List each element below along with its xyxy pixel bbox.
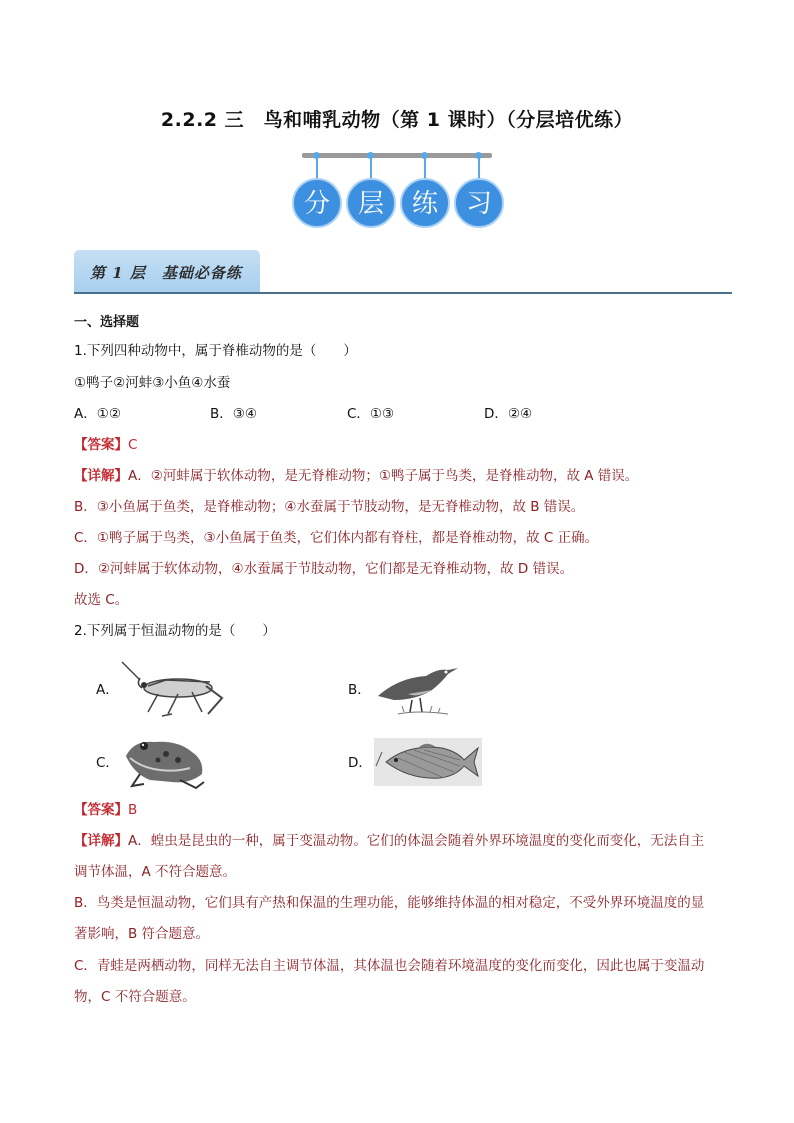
badge-char: 层 [346,178,396,228]
badge-stem [370,158,372,180]
badge-stem [424,158,426,180]
badge-stem [316,158,318,180]
q1-option-a: A．①② [74,406,121,422]
q1-option-d: D．②④ [484,406,533,422]
badge-char: 分 [292,178,342,228]
q2-detail-line: 物，C 不符合题意。 [74,989,196,1005]
q1-detail-line: C．①鸭子属于鸟类，③小鱼属于鱼类，它们体内都有脊柱，都是脊椎动物，故 C 正确。 [74,530,599,546]
detail-label: 【详解】 [74,833,128,849]
grasshopper-image [118,658,226,720]
badge-stem [478,158,480,180]
frog-image [120,734,208,790]
page-title: 2.2.2 三 鸟和哺乳动物（第 1 课时）（分层培优练） [160,109,634,131]
detail-label: 【详解】 [74,468,128,484]
section-divider [74,292,732,294]
q2-detail-line: B．鸟类是恒温动物，它们具有产热和保温的生理功能，能够维持体温的相对稳定，不受外界环境温度的显 [74,895,705,911]
q2-detail-line: 著影响，B 符合题意。 [74,926,210,942]
section-heading: 一、选择题 [74,315,140,330]
q1-detail-line [74,467,638,485]
q2-option-b-label: B． [348,682,371,698]
q2-option-a-label: A． [96,682,119,698]
tier-label: 第 1 层 基础必备练 [90,264,242,282]
q1-answer [74,436,137,454]
badge-bar [302,153,492,158]
q1-detail-line: B．③小鱼属于鱼类，是脊椎动物；④水蚕属于节肢动物，是无脊椎动物，故 B 错误。 [74,499,585,515]
q1-option-c: C．①③ [347,406,395,422]
badge-char: 练 [400,178,450,228]
answer-value: B [128,802,138,818]
answer-label: 【答案】 [74,802,128,818]
q1-conclusion: 故选 C。 [74,592,129,608]
q2-detail-line [74,832,704,850]
badge-char: 习 [454,178,504,228]
q2-stem: 2.下列属于恒温动物的是（ ） [74,623,276,639]
q2-option-d-label: D． [348,755,372,771]
answer-value: C [128,437,138,453]
answer-label: 【答案】 [74,437,128,453]
q1-detail-line: D．②河蚌属于软体动物，④水蚕属于节肢动物，它们都是无脊椎动物，故 D 错误。 [74,561,574,577]
q1-items: ①鸭子②河蚌③小鱼④水蚕 [74,375,231,391]
q2-detail-line: 调节体温，A 不符合题意。 [74,864,237,880]
detail-text: A．②河蚌属于软体动物，是无脊椎动物；①鸭子属于鸟类，是脊椎动物，故 A 错误。 [128,468,639,484]
bird-image [368,656,463,720]
q1-option-b: B．③④ [210,406,257,422]
q1-stem: 1.下列四种动物中，属于脊椎动物的是（ ） [74,343,357,359]
q2-option-c-label: C． [96,755,119,771]
fish-image [374,738,482,786]
detail-text: A．蝗虫是昆虫的一种，属于变温动物。它们的体温会随着外界环境温度的变化而变化，无法自主 [128,833,705,849]
q2-answer [74,801,137,819]
q2-detail-line: C．青蛙是两栖动物，同样无法自主调节体温，其体温也会随着环境温度的变化而变化，因此也属于变温动 [74,958,705,974]
